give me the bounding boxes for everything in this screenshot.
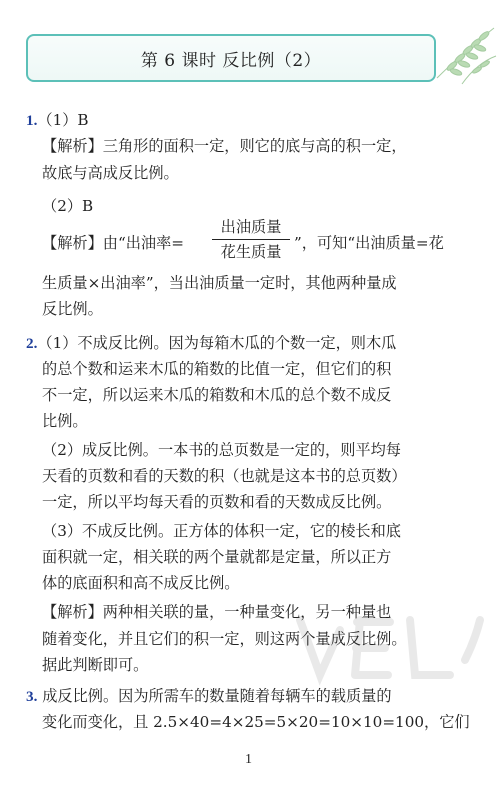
answer-line [42, 298, 103, 320]
line-text: 一定，所以平均每天看的页数和看的天数成反比例。 [42, 493, 392, 511]
line-text: 生质量×出油率”，当出油质量一定时，其他两种量成 [42, 274, 397, 292]
page-number: 1 [245, 752, 252, 767]
line-text: （2）成反比例。一本书的总页数是一定的，则平均每 [42, 441, 401, 459]
fraction-denominator: 花生质量 [220, 243, 282, 261]
line-text: 变化而变化，且 2.5×40=4×25=5×20=10×10=100，它们 [42, 713, 470, 731]
answer-line [42, 439, 401, 461]
watermark-graphic [290, 600, 490, 690]
answer-line [42, 358, 391, 380]
answer-line [42, 572, 239, 594]
line-text: 比例。 [42, 412, 88, 430]
line-text: 成反比例。因为所需车的数量随着每辆车的载质量的 [37, 687, 392, 705]
line-text: （2）B [42, 197, 94, 215]
answer-line [42, 162, 179, 184]
answer-line [42, 410, 88, 432]
line-text: 反比例。 [42, 300, 103, 318]
answer-line [26, 109, 89, 132]
line-text: 【解析】两种相关联的量，一种量变化，另一种量也 [42, 603, 392, 621]
answer-line [42, 272, 397, 294]
answer-line [42, 232, 184, 254]
leaf-decoration-icon [432, 18, 497, 88]
answer-line [42, 384, 391, 406]
fraction [210, 216, 292, 263]
line-text: 【解析】由“出油率= [42, 234, 184, 252]
lesson-title: 第 6 课时 反比例（2） [140, 50, 322, 71]
answer-line [42, 465, 407, 487]
lesson-title-box [26, 34, 436, 82]
question-number: 3. [26, 688, 38, 705]
line-text: （1）B [37, 111, 89, 129]
line-text: 故底与高成反比例。 [42, 164, 179, 182]
answer-line [42, 135, 407, 157]
answer-line [42, 491, 391, 513]
line-text: 的总个数和运来木瓜的箱数的比值一定，但它们的积 [42, 360, 392, 378]
line-text: 面积就一定，相关联的两个量就都是定量，所以正方 [42, 548, 392, 566]
line-text: 据此判断即可。 [42, 656, 149, 674]
fraction-numerator: 出油质量 [220, 218, 282, 236]
answer-line [42, 711, 470, 733]
question-number: 1. [26, 112, 38, 129]
line-text: 天看的页数和看的天数的积（也就是这本书的总页数） [42, 467, 407, 485]
line-text: 不一定，所以运来木瓜的箱数和木瓜的总个数不成反 [42, 386, 392, 404]
answer-line [42, 195, 93, 217]
question-number: 2. [26, 335, 38, 352]
line-text: （1）不成反比例。因为每箱木瓜的个数一定，则木瓜 [37, 334, 397, 352]
line-text: 体的底面积和高不成反比例。 [42, 574, 240, 592]
answer-line [42, 520, 401, 542]
line-text: 【解析】三角形的面积一定，则它的底与高的积一定， [42, 137, 407, 155]
line-text: 随着变化，并且它们的积一定，则这两个量成反比例。 [42, 630, 407, 648]
line-text: ”，可知“出油质量=花 [294, 234, 444, 252]
fraction-bar [212, 239, 290, 240]
answer-line [294, 232, 444, 254]
line-text: （3）不成反比例。正方体的体积一定，它的棱长和底 [42, 522, 401, 540]
answer-line [26, 332, 396, 355]
answer-line [42, 654, 148, 676]
answer-line [42, 546, 391, 568]
